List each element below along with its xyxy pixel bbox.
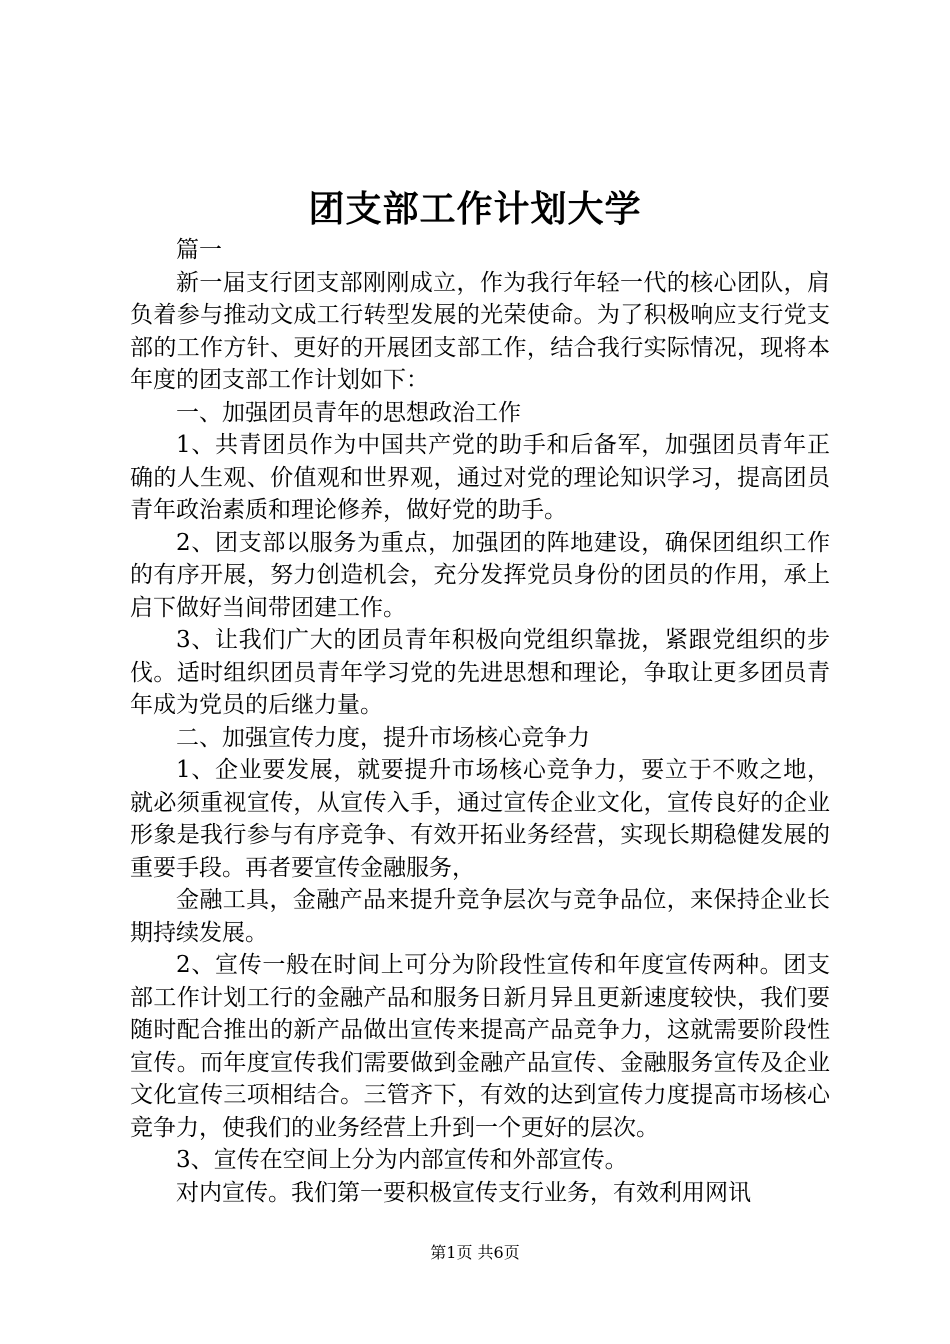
paragraph-1-2: 2、团支部以服务为重点，加强团的阵地建设，确保团组织工作的有序开展，努力创造机会，充分发挥党员身份的团员的作用，承上启下做好当间带团建工作。 bbox=[130, 529, 830, 621]
page-footer: 第1页 共6页 bbox=[430, 1243, 520, 1262]
paragraph-1-1: 1、共青团员作为中国共产党的助手和后备军，加强团员青年正确的人生观、价值观和世界观，通过对党的理论知识学习，提高团员青年政治素质和理论修养，做好党的助手。 bbox=[130, 432, 830, 523]
paragraph-1-3: 3、让我们广大的团员青年积极向党组织靠拢，紧跟党组织的步伐。适时组织团员青年学习党的先进思想和理论，争取让更多团员青年成为党员的后继力量。 bbox=[130, 627, 830, 718]
paragraph-2-1: 1、企业要发展，就要提升市场核心竞争力，要立于不败之地，就必须重视宣传，从宣传入手，通过宣传企业文化，宣传良好的企业形象是我行参与有序竞争、有效开拓业务经营，实现长期稳健发展的重要手段。再者要宣传金融服务， bbox=[130, 757, 830, 881]
paragraph-2-1-cont: 金融工具，金融产品来提升竞争层次与竞争品位，来保持企业长期持续发展。 bbox=[130, 887, 830, 946]
document-body bbox=[130, 234, 830, 1209]
paragraph-intro: 新一届支行团支部刚刚成立，作为我行年轻一代的核心团队，肩负着参与推动文成工行转型发展的光荣使命。为了积极响应支行党支部的工作方针、更好的开展团支部工作，结合我行实际情况，现将本年度的团支部工作计划如下： bbox=[130, 269, 830, 393]
document-title: 团支部工作计划大学 bbox=[308, 188, 642, 230]
paragraph-section-label: 篇一 bbox=[176, 237, 222, 263]
paragraph-2-3-internal: 对内宣传。我们第一要积极宣传支行业务，有效利用网讯 bbox=[176, 1179, 751, 1206]
heading-section-2: 二、加强宣传力度，提升市场核心竞争力 bbox=[176, 724, 590, 751]
paragraph-2-3: 3、宣传在空间上分为内部宣传和外部宣传。 bbox=[176, 1147, 628, 1173]
heading-section-1: 一、加强团员青年的思想政治工作 bbox=[176, 399, 521, 426]
paragraph-2-2: 2、宣传一般在时间上可分为阶段性宣传和年度宣传两种。团支部工作计划工行的金融产品和服务日新月异且更新速度较快，我们要随时配合推出的新产品做出宣传来提高产品竞争力，这就需要阶段性宣传。而年度宣传我们需要做到金融产品宣传、金融服务宣传及企业文化宣传三项相结合。三管齐下，有效的达到宣传力度提高市场核心竞争力，使我们的业务经营上升到一个更好的层次。 bbox=[130, 952, 830, 1141]
